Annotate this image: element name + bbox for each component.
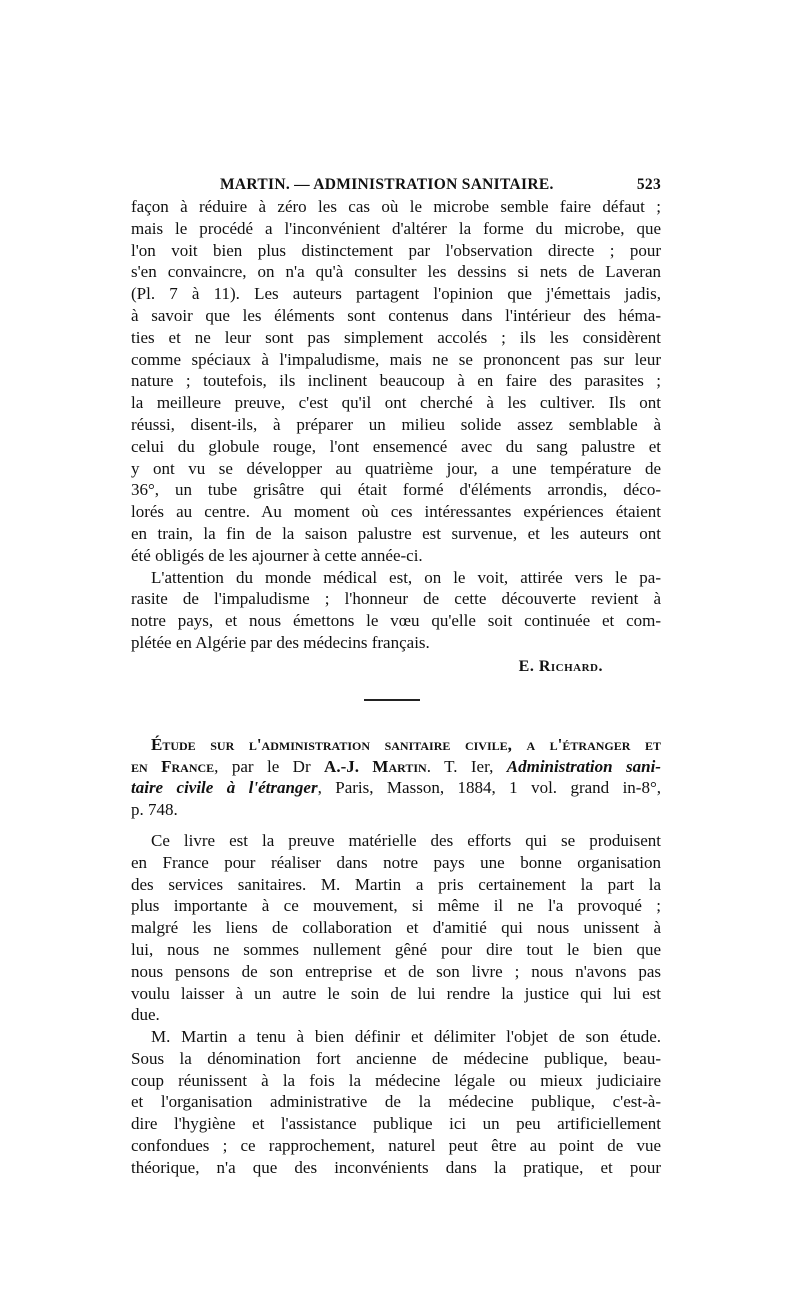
review-heading-line [131,777,661,799]
text-line: mais le procédé a l'inconvénient d'altérer la forme du microbe, que [131,218,661,238]
text-line: en France pour réaliser dans notre pays une bonne organisation [131,852,661,872]
text-line: y ont vu se développer au quatrième jour, a une température de [131,458,661,478]
review-heading-line [131,756,661,778]
text-line: plétée en Algérie par des médecins français. [131,632,430,652]
review-heading-line [131,734,661,756]
text-line: et l'organisation administrative de la médecine publique, c'est-à- [131,1092,661,1112]
text-line: ties et ne leur sont pas simplement accolés ; ils les considèrent [131,327,661,347]
text-line: confondues ; ce rapprochement, naturel peut être au point de vue [131,1136,661,1156]
running-head [131,172,661,196]
section-divider [364,699,420,701]
text-line: coup réunissent à la fois la médecine légale ou mieux judiciaire [131,1070,661,1090]
text-line: M. Martin a tenu à bien définir et délimiter l'objet de son étude. [151,1027,661,1047]
text-line: voulu laisser à un autre le soin de lui rendre la justice qui lui est [131,983,661,1003]
review-heading-by: , par le Dr [214,756,325,776]
text-line: comme spéciaux à l'impaludisme, mais ne se prononcent pas sur leur [131,349,661,369]
text-line: L'attention du monde médical est, on le voit, attirée vers le pa- [151,567,661,587]
text-line: la meilleure preuve, c'est qu'il ont cherché à les cultiver. Ils ont [131,393,661,413]
text-line: l'on voit bien plus distinctement par l'observation directe ; pour [131,240,661,260]
text-line: été obligés de les ajourner à cette année-ci. [131,545,423,565]
text-line: s'en convaincre, on n'a qu'à consulter les dessins si nets de Laveran [131,262,661,282]
text-line: malgré les liens de collaboration et d'amitié qui nous unissent à [131,918,661,938]
text-line: celui du globule rouge, l'ont ensemencé avec du sang palustre et [131,436,661,456]
text-line: rasite de l'impaludisme ; l'honneur de cette découverte revient à [131,589,661,609]
text-line: des services sanitaires. M. Martin a pris certainement la part la [131,874,661,894]
review-heading-title: Étude sur l'administration sanitaire civile, a l'étranger et [151,734,661,754]
text-line: Ce livre est la preuve matérielle des efforts qui se produisent [151,830,661,850]
text-line: notre pays, et nous émettons le vœu qu'elle soit continuée et com- [131,611,661,631]
review-heading-country: en France [131,756,215,776]
text-line: (Pl. 7 à 11). Les auteurs partagent l'opinion que j'émettais jadis, [131,284,661,304]
text-line: à savoir que les éléments sont contenus dans l'intérieur des héma- [131,305,661,325]
text-line: nature ; toutefois, ils inclinent beaucoup à en faire des parasites ; [131,371,661,391]
author-signature: E. Richard. [518,657,603,675]
running-head-title: MARTIN. — ADMINISTRATION SANITAIRE. [220,176,554,193]
text-line: nous pensons de son entreprise et de son livre ; nous n'avons pas [131,961,661,981]
review-heading-author: A.-J. Martin [324,756,427,776]
review-section [131,734,661,1179]
text-line: théorique, n'a que des inconvénients dans la pratique, et pour [131,1157,661,1177]
text-line: réussi, disent-ils, à préparer un milieu solide assez semblable à [131,414,661,434]
review-body [131,830,661,1179]
review-heading-book-title-cont: taire civile à l'étranger [131,778,318,798]
article-richard [131,196,661,680]
book-page [131,172,661,1179]
text-line: 36°, un tube grisâtre qui était formé d'éléments arrondis, déco- [131,480,661,500]
text-line: plus importante à ce mouvement, si même il ne l'a provoqué ; [131,896,661,916]
review-heading-pages: p. 748. [131,800,178,820]
review-heading-publication: , Paris, Masson, 1884, 1 vol. grand in-8°, [317,778,662,798]
review-heading-tome: . T. Ier, [426,756,507,776]
page-number: 523 [636,176,661,193]
text-line: Sous la dénomination fort ancienne de médecine publique, beau- [131,1048,661,1068]
text-line: dire l'hygiène et l'assistance publique ici un peu artificiellement [131,1114,661,1134]
review-heading-book-title: Administration sani- [506,756,661,776]
text-line: lorés au centre. Au moment où ces intéressantes expériences étaient [131,502,661,522]
text-line: lui, nous ne sommes nullement gêné pour dire tout le bien que [131,939,661,959]
text-line: façon à réduire à zéro les cas où le microbe semble faire défaut ; [131,197,661,216]
text-line: due. [131,1005,160,1025]
text-line: en train, la fin de la saison palustre est survenue, et les auteurs ont [131,523,661,543]
